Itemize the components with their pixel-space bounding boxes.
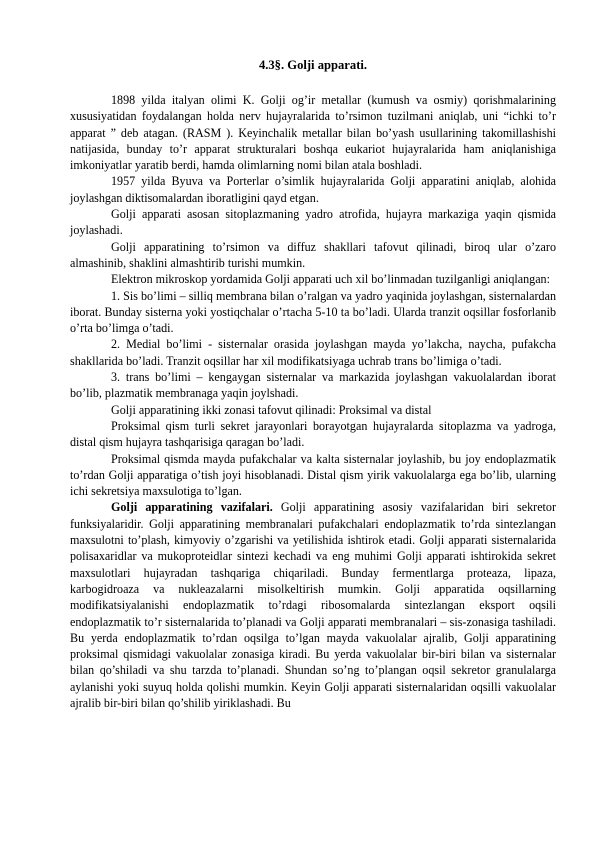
functions-heading: Golji apparatining vazifalari. bbox=[111, 500, 273, 515]
paragraph: Golji apparati asosan sitoplazmaning yadro atrofida, hujayra markaziga yaqin qismida joylashadi. bbox=[70, 207, 556, 238]
list-item-medial: 2. Medial bo’limi - sisternalar orasida joylashgan mayda yo’lakcha, naycha, pufakcha shakllarida bo’ladi. Tranzit oqsillar har xil modifikatsiyaga uchrab trans bo’limiga o’tadi. bbox=[70, 337, 556, 368]
functions-text: Golji apparatining asosiy vazifalaridan biri sekretor funksiyalaridir. Golji apparatining membranalari pufakchalari endoplazmatik to’rda sintezlangan maxsulotni to’plash, kimyoviy o’zgarishi va yetilishida ishtirok etadi. Golji apparati sisternalarida polisaxaridlar va mukoproteidlar sintezi kechadi va eng muhimi Golji apparati ishtirokida sekret maxsulotlari hujayradan tashqariga chiqariladi. Bunday fermentlarga proteaza, lipaza, karbogidroaza va nukleazalarni misolkeltirish mumkin. Golji apparatida oqsillarning modifikatsiyalanishi endoplazmatik to’rdagi ribosomalarda sintezlangan eksport oqsili endoplazmatik to’r sisternalarida to’planadi va Golji apparati membranalari – sis-zonasiga tashiladi. Bu yerda endoplazmatik to’rdan oqsilga to’lgan mayda vakuolalar ajralib, Golji apparatining proksimal qismidagi vakuolalar zonasiga kiradi. Bu yerda vakuolalar bir-biri bilan va sisternalar bilan qo’shiladi va shu tarzda to’planadi. Shundan so’ng to’plangan oqsil sekretor granulalarga aylanishi yoki suyuq holda qolishi mumkin. Keyin Golji apparati sisternalaridan oqsilli vakuolalar ajralib bir-biri bilan qo’shilib yiriklashadi. Bu bbox=[70, 500, 556, 710]
paragraph: 1957 yilda Byuva va Porterlar o’simlik hujayralarida Golji apparatini aniqlab, alohida joylashgan diktisomalardan iboratligini qayd etgan. bbox=[70, 174, 556, 205]
paragraph: Elektron mikroskop yordamida Golji apparati uch xil bo’linmadan tuzilganligi aniqlangan: bbox=[111, 272, 550, 287]
page-title: 4.3§. Golji apparati. bbox=[258, 58, 368, 72]
paragraph: 1898 yilda italyan olimi K. Golji og’ir metallar (kumush va osmiy) qorishmalarining xususiyatidan foydalangan holda nerv hujayralarida to’rsimon tuzilmani aniqlab, uni “ichki to’r apparat ” deb atagan. (RASM ). Keyinchalik metallar bilan bo’yash usullarining takomillashishi natijasida, bunday to’r apparat strukturalari boshqa eukariot hujayralarida ham aniqlanishiga imkoniyatlar yaratib berdi, hamda olimlarning nomi bilan atala boshladi. bbox=[70, 93, 556, 173]
list-item-sis: 1. Sis bo’limi – silliq membrana bilan o’ralgan va yadro yaqinida joylashgan, sisternalardan iborat. Bunday sisterna yoki yostiqchalar o’rtacha 5-10 ta bo’ladi. Ularda tranzit oqsillar fosforlanib o’rta bo’limga o’tadi. bbox=[70, 288, 556, 336]
paragraph: Golji apparatining to’rsimon va diffuz shakllari tafovut qilinadi, biroq ular o’zaro almashinib, shaklini almashtirib turishi mumkin. bbox=[70, 239, 556, 270]
paragraph: Golji apparatining ikki zonasi tafovut qilinadi: Proksimal va distal bbox=[111, 402, 432, 417]
document-page bbox=[70, 57, 556, 711]
list-item-trans: 3. trans bo’limi – kengaygan sisternalar va markazida joylashgan vakuolalardan iborat bo’lib, plazmatik membranaga yaqin joylshadi. bbox=[70, 370, 556, 401]
paragraph: Proksimal qism turli sekret jarayonlari borayotgan hujayralarda sitoplazma va yadroga, distal qism hujayra tashqarisiga qaragan bo’ladi. bbox=[70, 418, 556, 450]
functions-paragraph bbox=[70, 499, 556, 711]
paragraph: Proksimal qismda mayda pufakchalar va kalta sisternalar joylashib, bu joy endoplazmatik to’rdan Golji apparatiga o’tish joyi hisoblanadi. Distal qism yirik vakuolalarga ega bo’lib, ularning ichi sekretsiya maxsulotiga to’lgan. bbox=[70, 451, 556, 499]
